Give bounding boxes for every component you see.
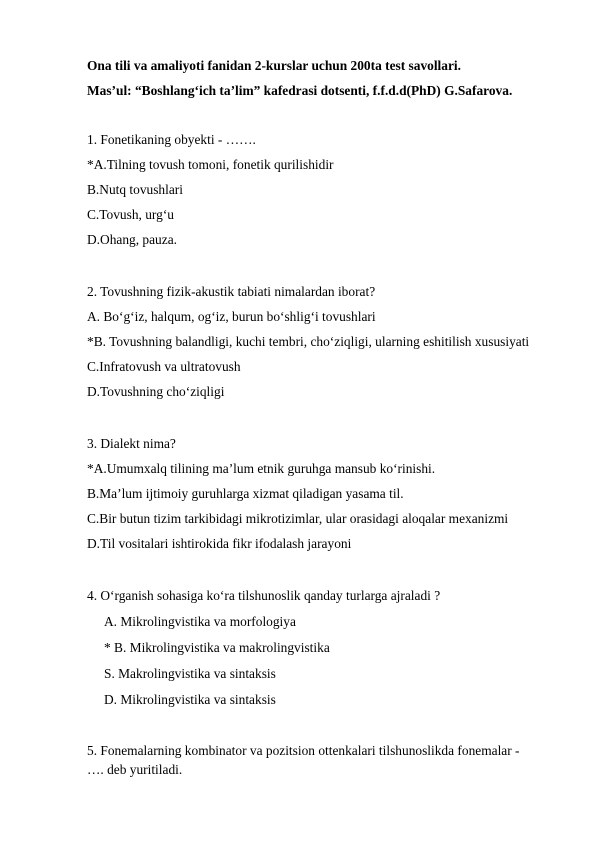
question-3-option-b: B.Ma’lum ijtimoiy guruhlarga xizmat qiladigan yasama til. — [87, 486, 404, 501]
question-2-option-c: C.Infratovush va ultratovush — [87, 359, 241, 374]
question-3: 3. Dialekt nima? — [87, 436, 176, 451]
question-1: 1. Fonetikaning obyekti - ……. — [87, 132, 256, 147]
question-1-option-c: C.Tovush, urg‘u — [87, 207, 174, 222]
question-4-option-d: D. Mikrolingvistika va sintaksis — [104, 692, 276, 707]
question-2-option-d: D.Tovushning cho‘ziqligi — [87, 384, 225, 399]
question-2-option-a: A. Bo‘g‘iz, halqum, og‘iz, burun bo‘shlig‘i tovushlari — [87, 309, 376, 324]
question-4-option-c: S. Makrolingvistika va sintaksis — [104, 666, 276, 681]
question-4-option-b: * B. Mikrolingvistika va makrolingvistika — [104, 640, 330, 655]
question-1-option-a: *A.Tilning tovush tomoni, fonetik qurilishidir — [87, 157, 334, 172]
question-3-option-a: *A.Umumxalq tilining ma’lum etnik guruhga mansub ko‘rinishi. — [87, 461, 436, 476]
question-1-option-d: D.Ohang, pauza. — [87, 232, 177, 247]
question-2-option-b: *B. Tovushning balandligi, kuchi tembri, cho‘ziqligi, ularning eshitilish xususiyati — [87, 334, 530, 349]
question-4: 4. O‘rganish sohasiga ko‘ra tilshunoslik qanday turlarga ajraladi ? — [87, 588, 441, 603]
question-5-line-2: …. deb yuritiladi. — [87, 762, 183, 777]
question-1-option-b: B.Nutq tovushlari — [87, 182, 183, 197]
question-5-line-1: 5. Fonemalarning kombinator va pozitsion ottenkalari tilshunoslikda fonemalar - — [87, 743, 520, 758]
question-3-option-c: C.Bir butun tizim tarkibidagi mikrotizimlar, ular orasidagi aloqalar mexanizmi — [87, 511, 509, 526]
document-title: Ona tili va amaliyoti fanidan 2-kurslar uchun 200ta test savollari. — [87, 58, 461, 73]
question-2: 2. Tovushning fizik-akustik tabiati nimalardan iborat? — [87, 284, 376, 299]
question-3-option-d: D.Til vositalari ishtirokida fikr ifodalash jarayoni — [87, 536, 352, 551]
document-responsible: Mas’ul: “Boshlang‘ich ta’lim” kafedrasi dotsenti, f.f.d.d(PhD) G.Safarova. — [87, 83, 513, 98]
question-4-option-a: A. Mikrolingvistika va morfologiya — [104, 614, 296, 629]
